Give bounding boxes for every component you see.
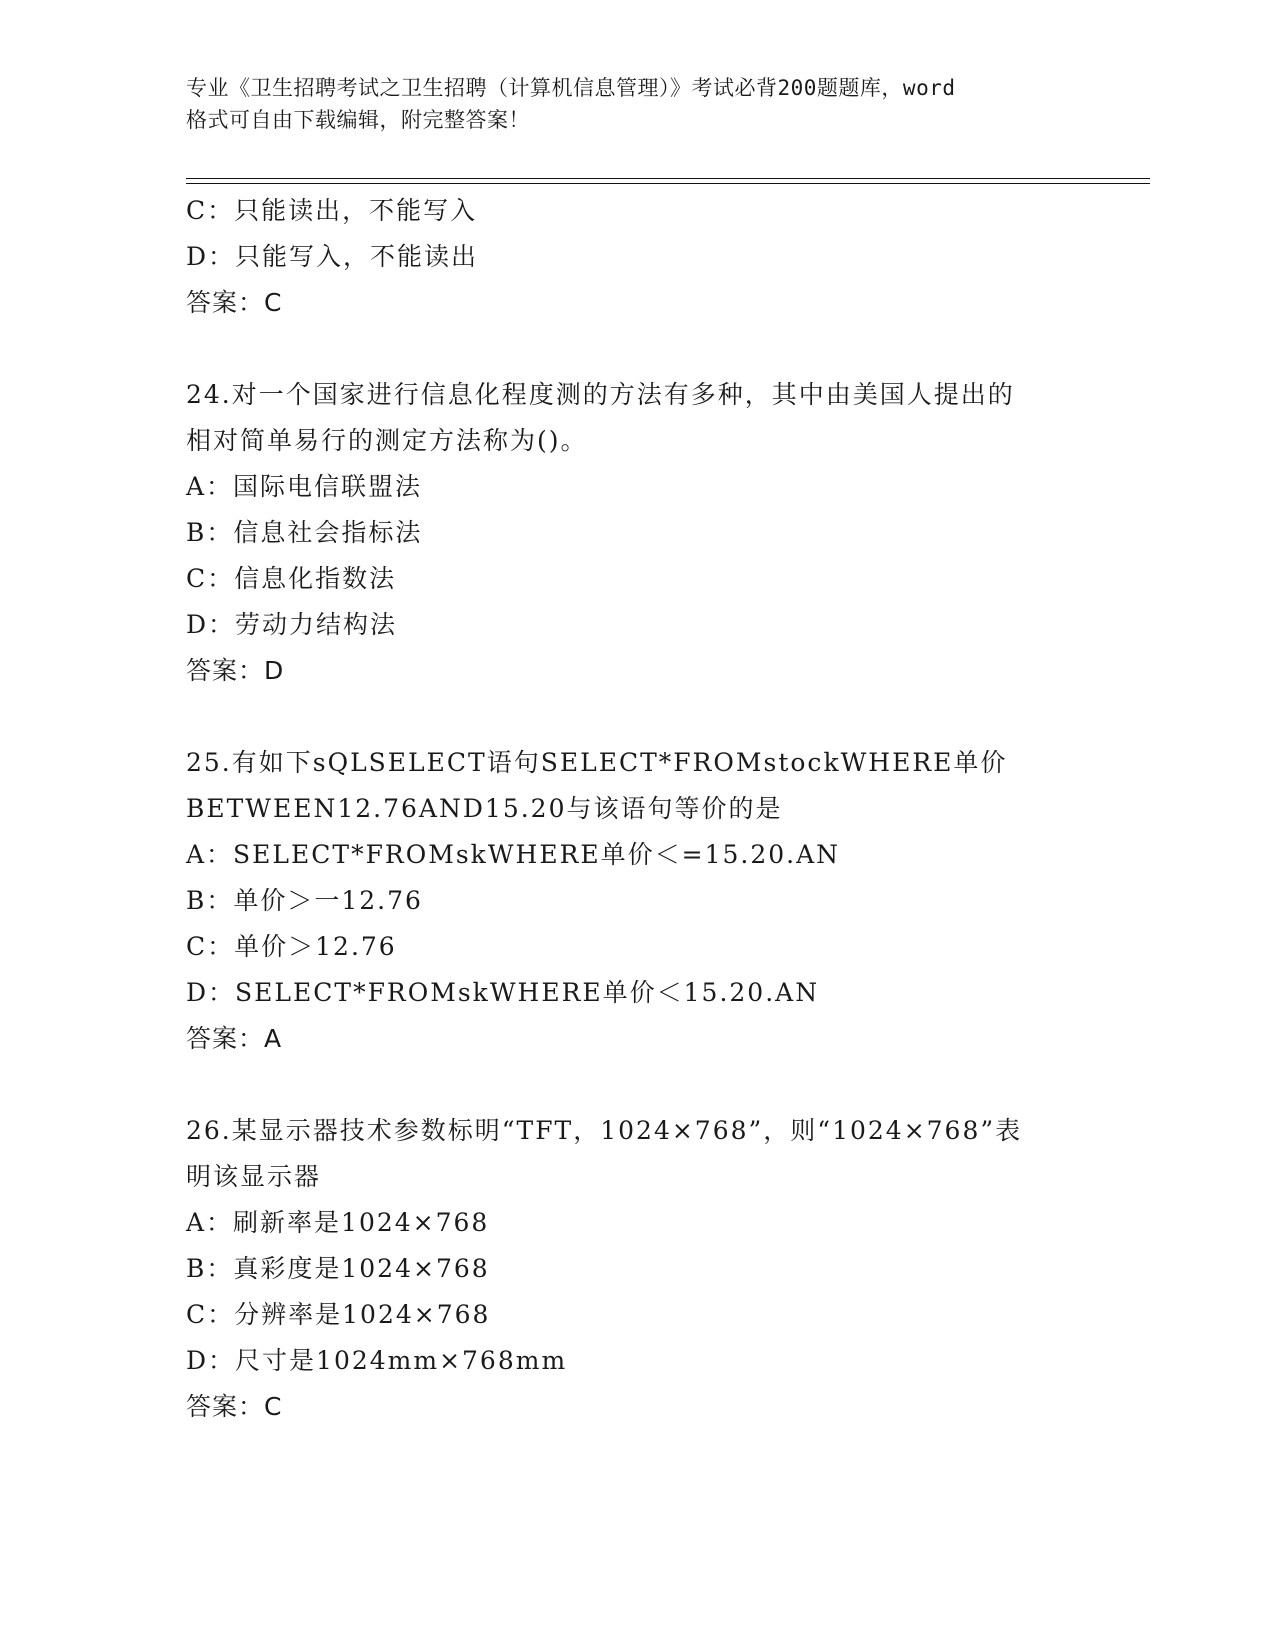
question-25 <box>186 740 1086 1062</box>
option-c: C：单价＞12.76 <box>186 932 397 961</box>
option-c: C：只能读出，不能写入 <box>186 196 478 225</box>
option-a: A：国际电信联盟法 <box>186 472 423 501</box>
answer: 答案：D <box>186 656 285 685</box>
header-line-1: 专业《卫生招聘考试之卫生招聘（计算机信息管理）》考试必背200题题库，word <box>186 76 956 100</box>
question-list <box>186 188 1086 1430</box>
header-divider-bottom <box>186 183 1150 184</box>
header-line-2: 格式可自由下载编辑，附完整答案！ <box>186 108 530 132</box>
option-b: B：真彩度是1024×768 <box>186 1254 490 1283</box>
spacer <box>186 1062 1086 1108</box>
option-d: D：尺寸是1024mm×768mm <box>186 1346 568 1375</box>
question-23-fragment <box>186 188 1086 326</box>
question-stem: 24.对一个国家进行信息化程度测的方法有多种，其中由美国人提出的 <box>186 380 1015 409</box>
question-26 <box>186 1108 1086 1430</box>
question-stem: 26.某显示器技术参数标明“TFT，1024×768”，则“1024×768”表 <box>186 1116 1023 1145</box>
option-c: C：信息化指数法 <box>186 564 397 593</box>
answer: 答案：C <box>186 1392 283 1421</box>
question-stem-cont: 相对简单易行的测定方法称为()。 <box>186 426 588 455</box>
answer: 答案：C <box>186 288 283 317</box>
header-divider-top <box>186 178 1150 179</box>
answer: 答案：A <box>186 1024 283 1053</box>
option-d: D：SELECT*FROMskWHERE单价＜15.20.AN <box>186 978 820 1007</box>
spacer <box>186 326 1086 372</box>
question-24 <box>186 372 1086 694</box>
option-b: B：信息社会指标法 <box>186 518 423 547</box>
option-b: B：单价＞一12.76 <box>186 886 423 915</box>
option-d: D：只能写入，不能读出 <box>186 242 479 271</box>
option-d: D：劳动力结构法 <box>186 610 398 639</box>
question-stem-cont: 明该显示器 <box>186 1162 322 1191</box>
document-header <box>186 72 1086 136</box>
option-a: A：SELECT*FROMskWHERE单价＜=15.20.AN <box>186 840 841 869</box>
option-c: C：分辨率是1024×768 <box>186 1300 491 1329</box>
option-a: A：刷新率是1024×768 <box>186 1208 490 1237</box>
question-stem: 25.有如下sQLSELECT语句SELECT*FROMstockWHERE单价 <box>186 748 1008 777</box>
question-stem-cont: BETWEEN12.76AND15.20与该语句等价的是 <box>186 794 783 823</box>
spacer <box>186 694 1086 740</box>
